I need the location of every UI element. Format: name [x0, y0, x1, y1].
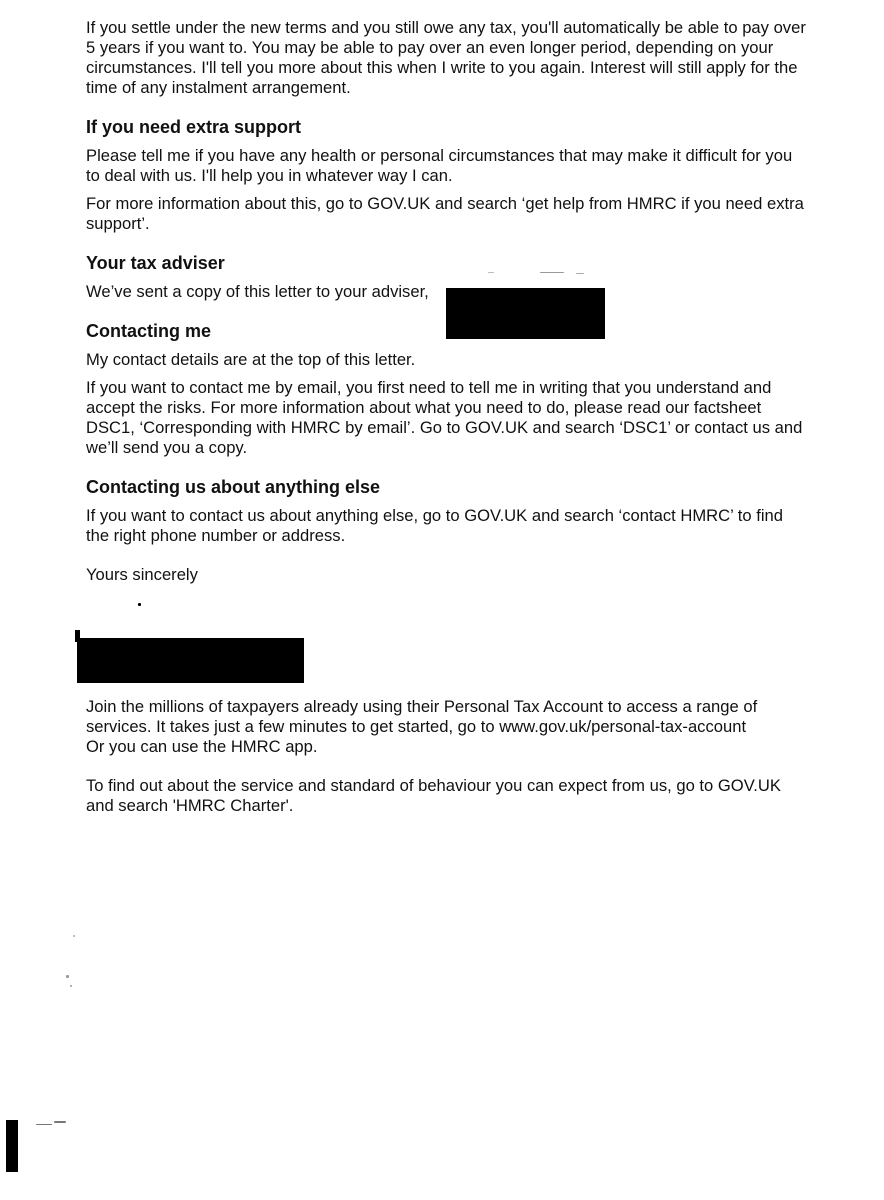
scan-speck: [540, 272, 564, 273]
charter-paragraph: To find out about the service and standard of behaviour you can expect from us, go to GOV.UK and search 'HMRC Charter'.: [86, 776, 781, 815]
pta-paragraph: Join the millions of taxpayers already using their Personal Tax Account to access a range of services. It takes just a few minutes to get started, go to www.gov.uk/personal-tax-account: [86, 697, 758, 736]
contacting-me-heading: Contacting me: [86, 321, 212, 341]
signature-edge-mark: [75, 630, 80, 642]
scan-speck: [70, 985, 72, 987]
scan-speck: [54, 1121, 66, 1123]
contact-anything-else-heading: Contacting us about anything else: [86, 477, 381, 497]
contacting-me-paragraph-2: If you want to contact me by email, you first need to tell me in writing that you understand and accept the risks. For more information about what you need to do, please read our factsheet DSC1, ‘Corresponding with HMRC by email’. Go to GOV.UK and search ‘DSC1’ or contact us and we’ll send you a copy.: [86, 378, 803, 457]
scan-speck: [66, 975, 69, 978]
redacted-signature: [77, 638, 304, 683]
scan-speck: [36, 1124, 52, 1125]
tax-adviser-text: We’ve sent a copy of this letter to your adviser,: [86, 282, 429, 301]
scan-dot: [138, 603, 141, 606]
instalment-paragraph: If you settle under the new terms and you still owe any tax, you'll automatically be able to pay over 5 years if you want to. You may be able to pay over an even longer period, depending on your circumstances. I'll tell you more about this when I write to you again. Interest will still apply for the time of any instalment arrangement.: [86, 18, 806, 97]
sign-off: Yours sincerely: [86, 565, 198, 584]
redacted-adviser-name: [446, 288, 605, 339]
letter-footer: [86, 697, 806, 816]
tax-adviser-heading: Your tax adviser: [86, 253, 225, 273]
extra-support-paragraph-1: Please tell me if you have any health or personal circumstances that may make it difficult for you to deal with us. I'll help you in whatever way I can.: [86, 146, 793, 185]
scan-speck: [576, 273, 584, 274]
scan-speck: [488, 272, 494, 273]
extra-support-heading: If you need extra support: [86, 117, 302, 137]
contact-anything-else-paragraph: If you want to contact us about anything else, go to GOV.UK and search ‘contact HMRC’ to find the right phone number or address.: [86, 506, 784, 545]
scan-edge-mark: [6, 1120, 18, 1172]
scan-speck: [73, 935, 75, 937]
extra-support-paragraph-2: For more information about this, go to GOV.UK and search ‘get help from HMRC if you need extra support’.: [86, 194, 804, 233]
hmrc-app-line: Or you can use the HMRC app.: [86, 737, 318, 756]
contacting-me-paragraph-1: My contact details are at the top of this letter.: [86, 350, 416, 369]
